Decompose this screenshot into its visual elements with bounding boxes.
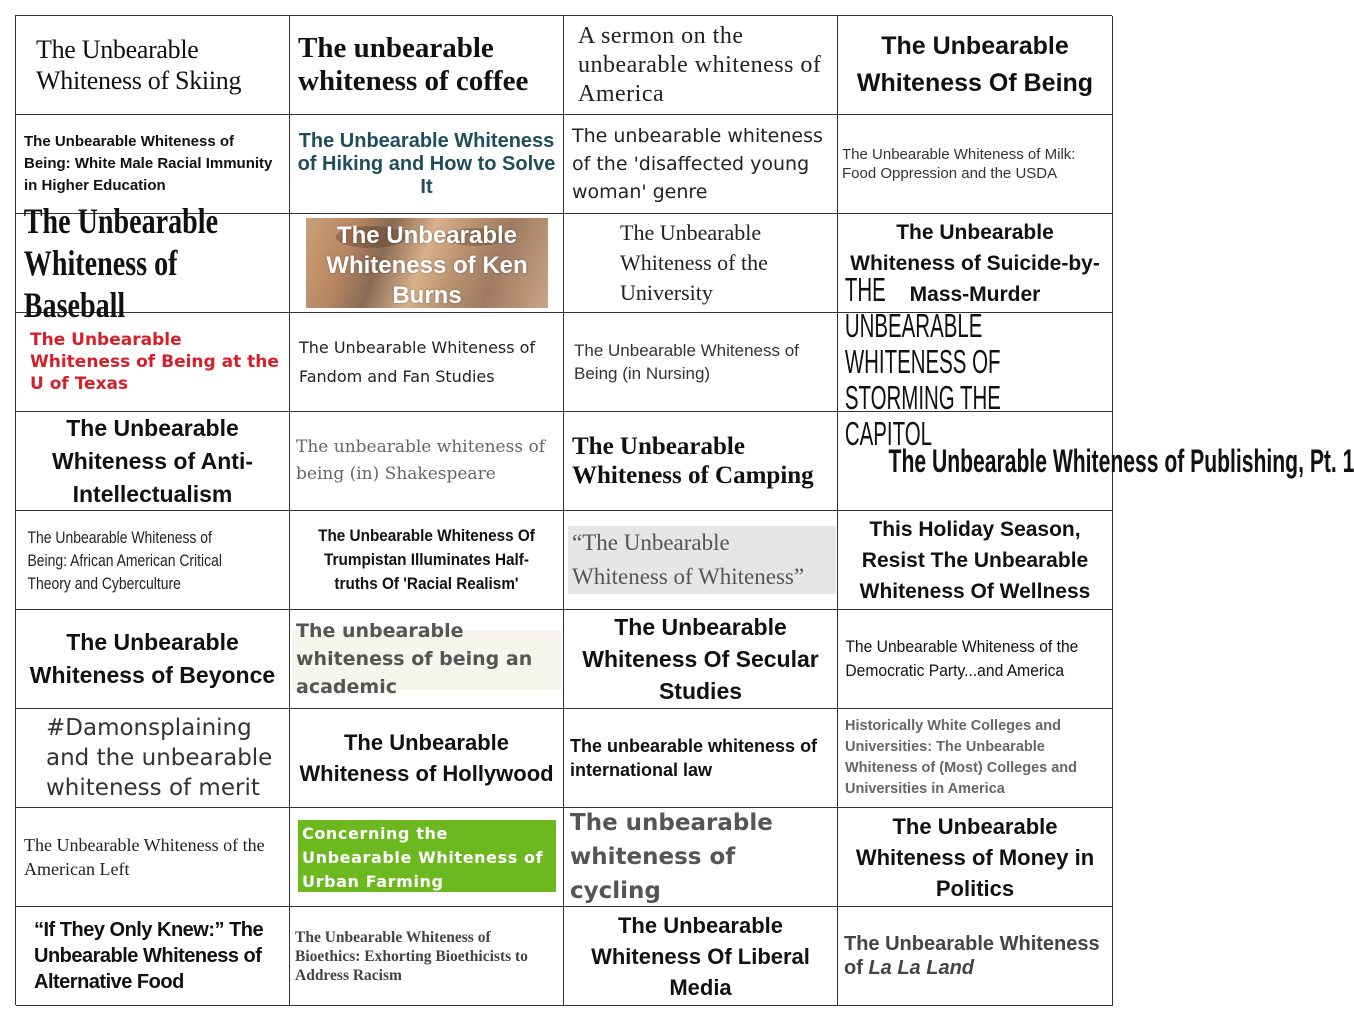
headline-cell (16, 16, 290, 115)
headline-text: The Unbearable Whiteness of the Democratic Party...and America (845, 637, 1079, 680)
headline-cell (564, 709, 838, 808)
headline-text: Concerning the Unbearable Whiteness of Urban Farming (302, 824, 544, 891)
headline-cell (838, 808, 1113, 907)
headline-cell (564, 412, 838, 511)
headline-cell (290, 16, 564, 115)
headline-text (838, 932, 1112, 980)
headline-text: The Unbearable Whiteness of Being at the U of Texas (30, 330, 279, 394)
headline-cell (564, 907, 838, 1006)
headline-text: The Unbearable Whiteness of Hiking and How to Solve It (297, 129, 556, 198)
headline-text: The Unbearable Whiteness of Milk: Food Oppression and the USDA (842, 146, 1076, 182)
headline-cell (564, 115, 838, 214)
headline-cell (838, 610, 1113, 709)
headline-text: The unbearable whiteness of being (in) Shakespeare (296, 437, 545, 484)
headline-cell (564, 511, 838, 610)
headline-text: The Unbearable Whiteness of Bioethics: Exhorting Bioethicists to Address Racism (295, 928, 528, 984)
headline-cell (838, 709, 1113, 808)
headline-text: #Damonsplaining and the unbearable whiteness of merit (46, 715, 273, 801)
headline-text: “The Unbearable Whiteness of Whiteness” (572, 530, 805, 589)
headline-cell (290, 808, 564, 907)
headline-cell (564, 16, 838, 115)
headline-cell (838, 271, 1113, 452)
green-banner (298, 820, 556, 892)
headline-grid (15, 15, 1354, 1005)
headline-text: “If They Only Knew:” The Unbearable Whiteness of Alternative Food (34, 919, 264, 993)
headline-cell (16, 610, 290, 709)
headline-cell (16, 709, 290, 808)
headline-cell (290, 412, 564, 511)
headline-text: The Unbearable Whiteness of the University (620, 220, 768, 305)
headline-cell (838, 115, 1113, 214)
headline-text: The Unbearable Whiteness of Ken Burns (326, 222, 528, 309)
headline-text: This Holiday Season, Resist The Unbearable Whiteness Of Wellness (859, 517, 1091, 603)
headline-cell (564, 610, 838, 709)
headline-cell (290, 214, 564, 313)
headline-text-italic: La La Land (868, 957, 975, 979)
headline-text: The Unbearable Whiteness of Fandom and Fan Studies (299, 338, 536, 386)
headline-text: The Unbearable Whiteness Of Trumpistan Illuminates Half-truths Of 'Racial Realism' (318, 526, 535, 593)
headline-text: The unbearable whiteness of coffee (298, 32, 529, 97)
headline-cell (290, 907, 564, 1006)
headline-text: The Unbearable Whiteness of Being: African American Critical Theory and Cyberculture (27, 527, 222, 593)
headline-text: The Unbearable Whiteness of Being (in Nursing) (574, 341, 799, 383)
quote-box (568, 526, 836, 594)
headline-text: The Unbearable Whiteness of the American Left (24, 835, 265, 879)
headline-text: The unbearable whiteness of international law (570, 736, 818, 780)
headline-text-part: The Unbearable Whiteness of (844, 933, 1100, 979)
headline-text: The Unbearable Whiteness of Beyonce (29, 629, 276, 688)
headline-cell (290, 610, 564, 709)
headline-text: The unbearable whiteness of being an academic (296, 620, 533, 698)
headline-text: Historically White Colleges and Universities: The Unbearable Whiteness of (Most) Colleges and Universities in America (845, 718, 1078, 797)
headline-cell (838, 511, 1113, 610)
headline-cell (838, 16, 1113, 115)
headline-text: The Unbearable Whiteness Of Being (856, 32, 1094, 97)
headline-cell (564, 214, 838, 313)
headline-text: The Unbearable Whiteness Of Liberal Media (591, 912, 810, 1000)
headline-text: The Unbearable Whiteness of Suicide-by-Mass-Murder (850, 220, 1100, 306)
headline-text: The Unbearable Whiteness of Baseball (23, 201, 219, 325)
headline-cell (838, 412, 1354, 511)
headline-cell (16, 808, 290, 907)
headline-text: The Unbearable Whiteness of Camping (572, 433, 814, 489)
headline-cell (16, 201, 290, 325)
headline-cell (16, 313, 290, 412)
headline-cell (16, 907, 290, 1006)
headline-text: THE UNBEARABLE WHITENESS OF STORMING THE CAPITOL (844, 271, 1001, 452)
headline-text: The unbearable whiteness of the 'disaffected young woman' genre (572, 125, 823, 203)
headline-cell (16, 412, 290, 511)
headline-text: The Unbearable Whiteness of Hollywood (299, 730, 554, 786)
headline-cell (290, 709, 564, 808)
headline-cell (290, 511, 564, 610)
headline-text: The Unbearable Whiteness of Skiing (36, 35, 242, 95)
headline-text: The Unbearable Whiteness Of Secular Studies (582, 614, 819, 704)
headline-text: The Unbearable Whiteness of Publishing, Pt. 1 (888, 443, 1354, 479)
headline-text: The Unbearable Whiteness of Money in Politics (855, 813, 1095, 901)
headline-cell (838, 907, 1113, 1006)
headline-cell (16, 511, 290, 610)
ken-burns-image (306, 218, 548, 308)
headline-text: A sermon on the unbearable whiteness of America (578, 22, 822, 107)
headline-text: The Unbearable Whiteness of Anti-Intellectualism (51, 414, 254, 507)
headline-cell (564, 808, 838, 907)
headline-cell (290, 313, 564, 412)
headline-text: The unbearable whiteness of cycling (570, 810, 773, 904)
headline-cell (290, 115, 564, 214)
headline-text: The Unbearable Whiteness of Being: White Male Racial Immunity in Higher Education (24, 133, 273, 194)
headline-cell (564, 313, 838, 412)
